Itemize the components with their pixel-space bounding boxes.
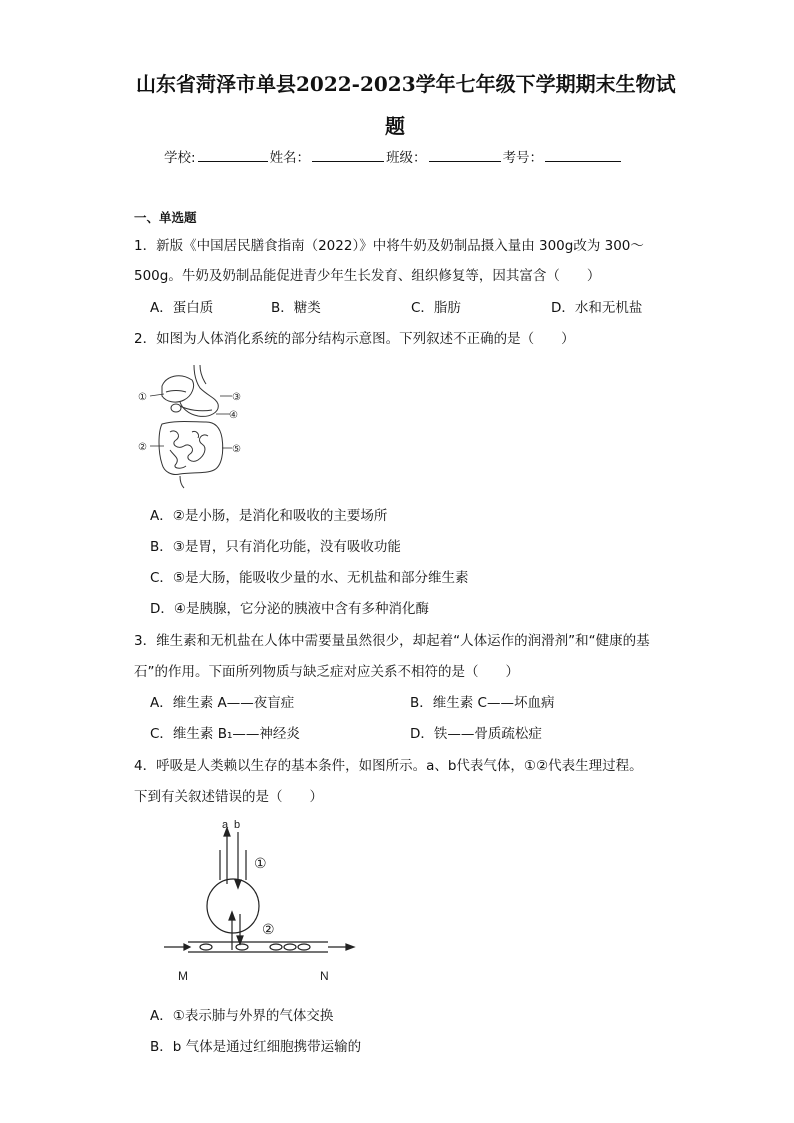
q3-option-d[interactable]: D．铁——骨质疏松症 [410, 726, 542, 742]
q4-option-b[interactable]: B．b 气体是通过红细胞携带运输的 [150, 1039, 362, 1055]
process-label-1: ① [254, 855, 267, 871]
q2-stem: 2．如图为人体消化系统的部分结构示意图。下列叙述不正确的是（ ） [134, 331, 575, 347]
q3-stem-line1: 3．维生素和无机盐在人体中需要量虽然很少，却起着“人体运作的润滑剂”和“健康的基 [134, 633, 650, 649]
point-label-m: M [178, 969, 188, 983]
fig2-label-3: ③ [232, 392, 241, 403]
large-intestine-outline [159, 422, 223, 475]
fig2-label-2: ② [138, 442, 147, 453]
name-blank[interactable] [312, 147, 384, 162]
name-label: 姓名： [269, 150, 311, 166]
respiration-figure [160, 818, 360, 988]
q2-option-c[interactable]: C．⑤是大肠，能吸收少量的水、无机盐和部分维生素 [150, 570, 469, 586]
q4-option-a[interactable]: A．①表示肺与外界的气体交换 [150, 1008, 334, 1024]
q4-stem-line1: 4．呼吸是人类赖以生存的基本条件，如图所示。a、b代表气体，①②代表生理过程。 [134, 758, 643, 774]
q3-option-a[interactable]: A．维生素 A——夜盲症 [150, 695, 295, 711]
q1-option-a[interactable]: A．蛋白质 [150, 300, 214, 316]
section-title: 一、单选题 [134, 210, 197, 225]
q1-option-b[interactable]: B．糖类 [271, 300, 321, 316]
q2-option-d[interactable]: D．④是胰腺，它分泌的胰液中含有多种消化酶 [150, 601, 429, 617]
exam-number-label: 考号： [502, 150, 544, 166]
point-label-n: N [320, 969, 329, 983]
q2-option-b[interactable]: B．③是胃，只有消化功能，没有吸收功能 [150, 539, 401, 555]
gas-label-a: a [222, 819, 229, 831]
fig2-label-4: ④ [229, 410, 238, 421]
alveolus [207, 879, 259, 933]
gas-label-b: b [234, 819, 241, 831]
exam-number-blank[interactable] [545, 147, 621, 162]
q1-stem-line1: 1．新版《中国居民膳食指南（2022）》中将牛奶及奶制品摄入量由 300g改为 300～ [134, 238, 644, 254]
page-title-line2: 题 [385, 114, 405, 138]
q2-option-a[interactable]: A．②是小肠，是消化和吸收的主要场所 [150, 508, 388, 524]
fig2-label-1: ① [138, 392, 147, 403]
class-blank[interactable] [429, 147, 501, 162]
q4-stem-line2: 下到有关叙述错误的是（ ） [134, 789, 323, 805]
class-label: 班级： [386, 150, 427, 166]
digestive-system-figure [136, 360, 246, 490]
liver-outline [162, 376, 194, 402]
process-label-2: ② [262, 921, 275, 937]
q3-option-c[interactable]: C．维生素 B₁——神经炎 [150, 726, 300, 742]
q1-option-c[interactable]: C．脂肪 [411, 300, 461, 316]
q3-option-b[interactable]: B．维生素 C——坏血病 [410, 695, 555, 711]
q1-option-d[interactable]: D．水和无机盐 [551, 300, 643, 316]
page-title-line1: 山东省菏泽市单县2022-2023学年七年级下学期期末生物试 [136, 72, 676, 96]
school-blank[interactable] [198, 147, 268, 162]
q1-stem-line2: 500g。牛奶及奶制品能促进青少年生长发育、组织修复等，因其富含（ ） [134, 268, 601, 284]
school-label: 学校: [164, 150, 196, 166]
fig2-label-5: ⑤ [232, 444, 241, 455]
student-info-line [164, 146, 623, 166]
q3-stem-line2: 石”的作用。下面所列物质与缺乏症对应关系不相符的是（ ） [134, 664, 519, 680]
